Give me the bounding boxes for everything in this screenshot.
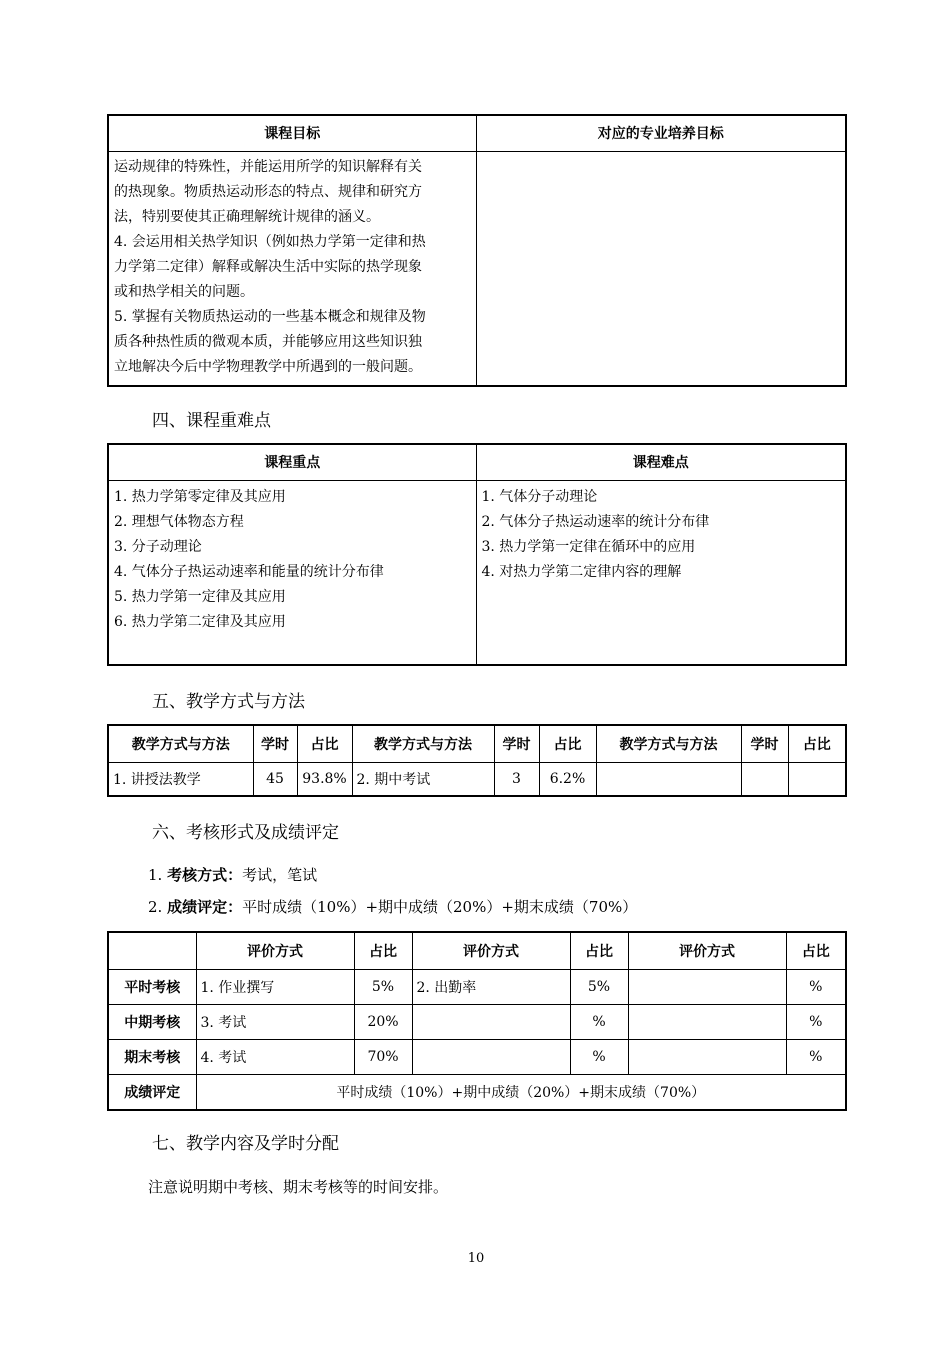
row-header-regular: 平时考核	[108, 969, 196, 1004]
ratio-cell	[788, 762, 846, 796]
col-header-key-points: 课程重点	[108, 444, 476, 480]
objective-line: 4. 会运用相关热学知识（例如热力学第一定律和热	[114, 233, 426, 250]
col-header-ratio: 占比	[539, 725, 596, 762]
grade-formula-cell: 平时成绩（10%）+期中成绩（20%）+期末成绩（70%）	[196, 1074, 846, 1110]
difficult-point-item: 2. 气体分子热运动速率的统计分布律	[481, 513, 710, 530]
ratio-cell: %	[786, 1004, 846, 1039]
col-header-objective: 课程目标	[108, 115, 476, 151]
eval-method-cell	[412, 1039, 570, 1074]
objective-line: 或和热学相关的问题。	[114, 283, 254, 300]
section6-heading: 六、考核形式及成绩评定	[152, 823, 339, 843]
col-header-blank	[108, 932, 196, 969]
key-point-item: 5. 热力学第一定律及其应用	[114, 588, 286, 605]
grade-evaluation-label: 成绩评定：	[167, 898, 243, 916]
section7-note: 注意说明期中考核、期末考核等的时间安排。	[148, 1178, 449, 1196]
hours-cell: 45	[253, 762, 297, 796]
ratio-cell: %	[570, 1039, 628, 1074]
methods-table-block	[107, 724, 845, 797]
col-header-method: 教学方式与方法	[596, 725, 741, 762]
eval-method-cell: 2. 出勤率	[412, 969, 570, 1004]
assessment-table	[107, 931, 847, 1111]
col-header-ratio: 占比	[297, 725, 352, 762]
section4-heading: 四、课程重难点	[152, 411, 271, 431]
ratio-cell: 6.2%	[539, 762, 596, 796]
difficult-point-item: 3. 热力学第一定律在循环中的应用	[481, 538, 696, 555]
eval-method-cell: 4. 考试	[196, 1039, 354, 1074]
col-header-hours: 学时	[494, 725, 539, 762]
key-points-cell	[108, 480, 476, 665]
objective-line: 立地解决今后中学物理教学中所遇到的一般问题。	[114, 358, 422, 375]
row-header-midterm: 中期考核	[108, 1004, 196, 1039]
grade-evaluation-line	[148, 896, 637, 917]
key-points-table	[107, 443, 847, 666]
row-header-final: 期末考核	[108, 1039, 196, 1074]
eval-method-cell	[412, 1004, 570, 1039]
method-cell	[596, 762, 741, 796]
key-point-item: 6. 热力学第二定律及其应用	[114, 613, 286, 630]
difficult-point-item: 4. 对热力学第二定律内容的理解	[481, 563, 682, 580]
ratio-cell: 5%	[354, 969, 412, 1004]
hours-cell	[741, 762, 788, 796]
hours-cell: 3	[494, 762, 539, 796]
eval-method-cell	[628, 1039, 786, 1074]
section7-heading: 七、教学内容及学时分配	[152, 1134, 339, 1154]
ratio-cell: 70%	[354, 1039, 412, 1074]
ratio-cell: 5%	[570, 969, 628, 1004]
col-header-eval-method: 评价方式	[628, 932, 786, 969]
col-header-difficult-points: 课程难点	[476, 444, 846, 480]
eval-method-cell: 3. 考试	[196, 1004, 354, 1039]
col-header-eval-method: 评价方式	[412, 932, 570, 969]
objectives-text-cell	[108, 151, 476, 386]
eval-method-cell: 1. 作业撰写	[196, 969, 354, 1004]
page-number: 10	[467, 1251, 485, 1266]
col-header-ratio: 占比	[788, 725, 846, 762]
key-point-item: 2. 理想气体物态方程	[114, 513, 244, 530]
assessment-table-block	[107, 931, 845, 1111]
training-goal-cell	[476, 151, 846, 386]
ratio-cell: 20%	[354, 1004, 412, 1039]
col-header-eval-method: 评价方式	[196, 932, 354, 969]
col-header-method: 教学方式与方法	[108, 725, 253, 762]
ratio-cell: 93.8%	[297, 762, 352, 796]
method-cell: 2. 期中考试	[352, 762, 494, 796]
objectives-table-block	[107, 114, 845, 387]
objective-line: 力学第二定律）解释或解决生活中实际的热学现象	[114, 258, 422, 275]
ratio-cell: %	[786, 1039, 846, 1074]
assessment-method-label: 考核方式：	[167, 866, 243, 884]
col-header-ratio: 占比	[354, 932, 412, 969]
key-point-item: 4. 气体分子热运动速率和能量的统计分布律	[114, 563, 384, 580]
col-header-method: 教学方式与方法	[352, 725, 494, 762]
objective-line: 法，特别要使其正确理解统计规律的涵义。	[114, 208, 380, 225]
assessment-method-value: 考试，笔试	[242, 866, 318, 884]
col-header-hours: 学时	[741, 725, 788, 762]
ratio-cell: %	[786, 969, 846, 1004]
section5-heading: 五、教学方式与方法	[152, 692, 305, 712]
col-header-ratio: 占比	[786, 932, 846, 969]
key-points-table-block	[107, 443, 845, 666]
key-point-item: 3. 分子动理论	[114, 538, 202, 555]
objective-line: 5. 掌握有关物质热运动的一些基本概念和规律及物	[114, 308, 426, 325]
difficult-point-item: 1. 气体分子动理论	[481, 488, 598, 505]
col-header-ratio: 占比	[570, 932, 628, 969]
objective-line: 运动规律的特殊性，并能运用所学的知识解释有关	[114, 158, 422, 175]
assessment-method-line	[148, 864, 317, 885]
eval-method-cell	[628, 1004, 786, 1039]
objective-line: 质各种热性质的微观本质，并能够应用这些知识独	[114, 333, 422, 350]
key-point-item: 1. 热力学第零定律及其应用	[114, 488, 286, 505]
method-cell: 1. 讲授法教学	[108, 762, 253, 796]
objectives-table	[107, 114, 847, 387]
col-header-training-goal: 对应的专业培养目标	[476, 115, 846, 151]
ratio-cell: %	[570, 1004, 628, 1039]
methods-table	[107, 724, 847, 797]
item-number: 1.	[148, 866, 163, 884]
col-header-hours: 学时	[253, 725, 297, 762]
difficult-points-cell	[476, 480, 846, 665]
grade-evaluation-value: 平时成绩（10%）+期中成绩（20%）+期末成绩（70%）	[242, 898, 638, 916]
eval-method-cell	[628, 969, 786, 1004]
objective-line: 的热现象。物质热运动形态的特点、规律和研究方	[114, 183, 422, 200]
row-header-grade: 成绩评定	[108, 1074, 196, 1110]
item-number: 2.	[148, 898, 163, 916]
